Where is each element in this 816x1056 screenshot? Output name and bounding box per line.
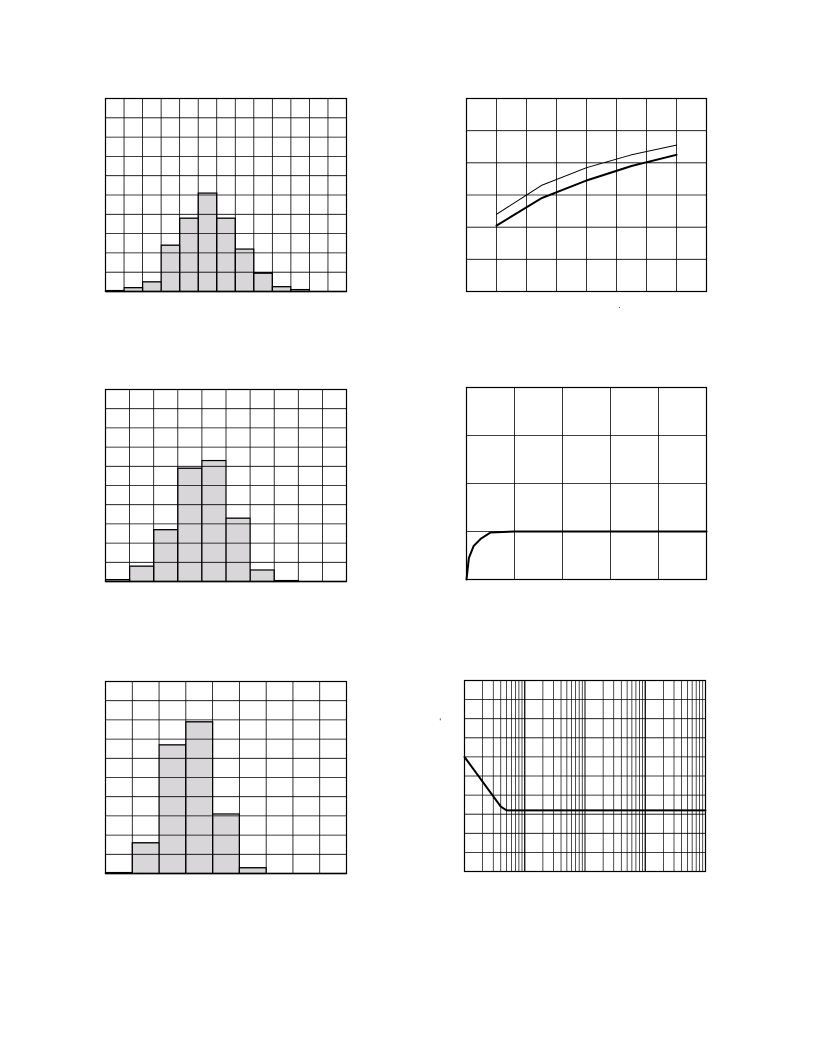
histogram-bar [254,273,273,291]
histogram-bar [180,218,199,291]
histogram-bar [217,218,236,291]
histogram-bar [250,570,274,582]
histogram-bar [161,245,180,291]
histogram-bar [239,868,266,874]
plot-area [467,99,707,292]
histogram-bar [198,193,217,291]
histogram-bar [202,461,226,582]
histogram-chart-2 [105,389,347,583]
histogram-bar [226,518,250,581]
annotation-text: - [436,718,445,721]
histogram-bar [213,814,240,874]
line-chart-2 [466,387,708,581]
histogram-bar [235,249,254,291]
log-line-chart-3 [434,678,708,873]
histogram-bar [130,566,154,581]
line-chart-1 [466,98,708,320]
plot-area [106,682,347,874]
histogram-chart-1 [105,98,347,293]
histogram-chart-3 [105,681,347,875]
plot-area [106,99,347,292]
plot-area [465,681,706,872]
annotation-text: · [618,303,621,312]
histogram-bar [132,843,159,874]
plot-area [106,390,347,582]
histogram-bar [143,282,162,292]
histogram-bar [154,530,178,582]
histogram-bar [186,722,213,874]
plot-area [467,388,707,580]
